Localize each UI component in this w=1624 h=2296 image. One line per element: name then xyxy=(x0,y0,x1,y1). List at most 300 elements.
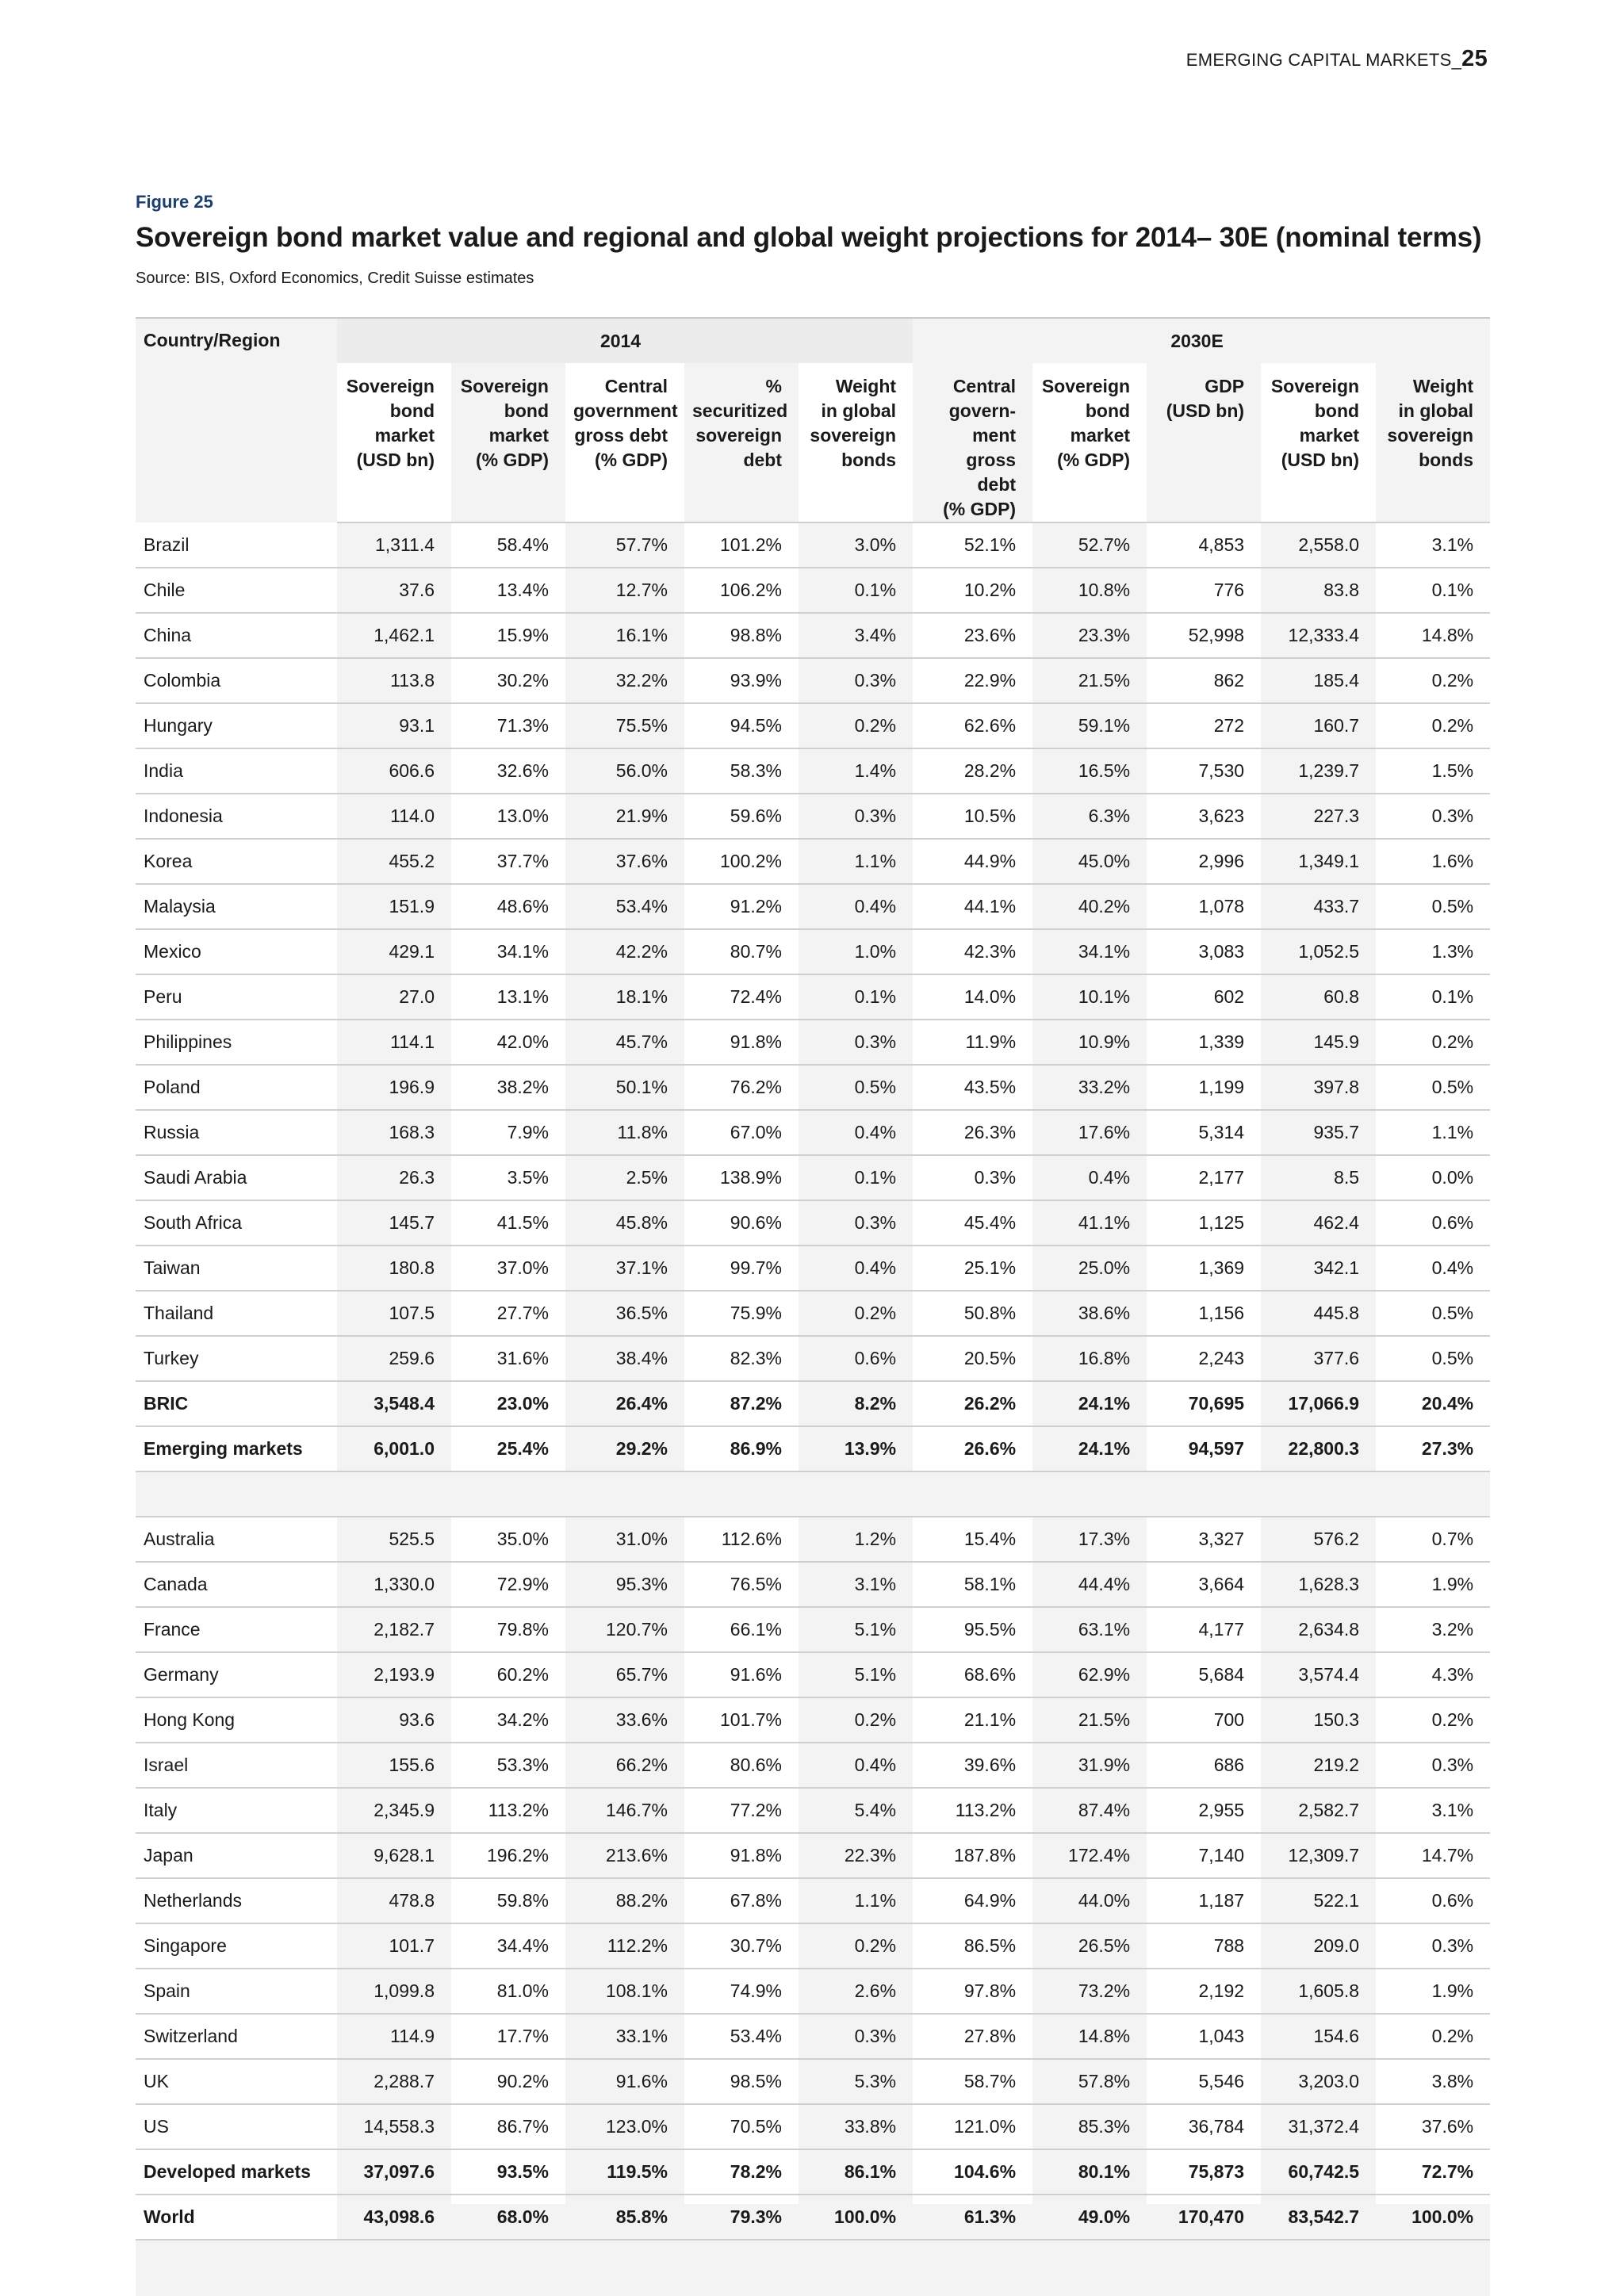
table-cell: 5,684 xyxy=(1147,1652,1261,1697)
table-cell: 37,097.6 xyxy=(337,2149,451,2195)
table-cell: 3.4% xyxy=(799,613,913,658)
table-cell: 2,955 xyxy=(1147,1788,1261,1833)
table-cell: 53.4% xyxy=(684,2014,799,2059)
table-cell: 2,177 xyxy=(1147,1155,1261,1200)
table-cell: 2,558.0 xyxy=(1261,522,1376,568)
table-cell: 185.4 xyxy=(1261,658,1376,703)
table-cell: 20.5% xyxy=(913,1336,1032,1381)
row-label: Spain xyxy=(136,1969,337,2014)
row-label: Germany xyxy=(136,1652,337,1697)
table-cell: 1.9% xyxy=(1376,1562,1490,1607)
table-cell: 33.2% xyxy=(1032,1065,1147,1110)
row-label: Mexico xyxy=(136,929,337,974)
table-cell: 60.2% xyxy=(451,1652,565,1697)
table-cell: 0.4% xyxy=(799,1743,913,1788)
table-cell: 1.6% xyxy=(1376,839,1490,884)
column-header-5 xyxy=(799,363,913,522)
column-header-line: bond xyxy=(1085,400,1131,421)
table-cell: 187.8% xyxy=(913,1833,1032,1878)
table-cell: 24.1% xyxy=(1032,1381,1147,1426)
sovereign-bond-table xyxy=(136,319,1490,2241)
column-header-4 xyxy=(684,363,799,522)
table-cell: 72.4% xyxy=(684,974,799,1020)
row-label: South Africa xyxy=(136,1200,337,1246)
row-label: BRIC xyxy=(136,1381,337,1426)
row-label: Switzerland xyxy=(136,2014,337,2059)
table-cell: 27.7% xyxy=(451,1291,565,1336)
table-cell: 4.3% xyxy=(1376,1652,1490,1697)
table-cell: 76.2% xyxy=(684,1065,799,1110)
table-cell: 79.3% xyxy=(684,2195,799,2240)
column-header-line: market xyxy=(488,425,549,446)
table-cell: 72.7% xyxy=(1376,2149,1490,2195)
row-label: Indonesia xyxy=(136,794,337,839)
table-row xyxy=(136,1562,1490,1607)
table-cell: 52.1% xyxy=(913,522,1032,568)
row-label: Japan xyxy=(136,1833,337,1878)
table-cell: 31.6% xyxy=(451,1336,565,1381)
table-cell: 34.1% xyxy=(1032,929,1147,974)
table-cell: 0.2% xyxy=(1376,1697,1490,1743)
table-cell: 22.3% xyxy=(799,1833,913,1878)
table-cell: 33.1% xyxy=(565,2014,684,2059)
table-row xyxy=(136,522,1490,568)
table-row xyxy=(136,1291,1490,1336)
table-row xyxy=(136,884,1490,929)
table-cell: 13.1% xyxy=(451,974,565,1020)
table-cell: 0.0% xyxy=(1376,1155,1490,1200)
table-cell: 776 xyxy=(1147,568,1261,613)
table-row xyxy=(136,2195,1490,2240)
table-cell: 1,349.1 xyxy=(1261,839,1376,884)
table-cell: 83,542.7 xyxy=(1261,2195,1376,2240)
table-cell: 525.5 xyxy=(337,1517,451,1562)
table-cell: 72.9% xyxy=(451,1562,565,1607)
table-cell: 100.0% xyxy=(799,2195,913,2240)
spacer-cell xyxy=(136,1471,1490,1517)
row-label: Israel xyxy=(136,1743,337,1788)
table-cell: 31.9% xyxy=(1032,1743,1147,1788)
table-cell: 462.4 xyxy=(1261,1200,1376,1246)
table-cell: 9,628.1 xyxy=(337,1833,451,1878)
table-cell: 52.7% xyxy=(1032,522,1147,568)
running-title: EMERGING CAPITAL MARKETS_ xyxy=(1185,50,1462,70)
table-cell: 25.4% xyxy=(451,1426,565,1471)
table-cell: 42.3% xyxy=(913,929,1032,974)
table-cell: 16.1% xyxy=(565,613,684,658)
table-cell: 35.0% xyxy=(451,1517,565,1562)
table-cell: 33.8% xyxy=(799,2104,913,2149)
column-header-9 xyxy=(1261,363,1376,522)
table-cell: 0.2% xyxy=(799,703,913,748)
table-cell: 34.1% xyxy=(451,929,565,974)
table-cell: 44.0% xyxy=(1032,1878,1147,1923)
table-cell: 77.2% xyxy=(684,1788,799,1833)
table-row xyxy=(136,1381,1490,1426)
table-row xyxy=(136,1878,1490,1923)
table-row xyxy=(136,1788,1490,1833)
table-cell: 22,800.3 xyxy=(1261,1426,1376,1471)
table-cell: 30.2% xyxy=(451,658,565,703)
table-cell: 82.3% xyxy=(684,1336,799,1381)
table-cell: 397.8 xyxy=(1261,1065,1376,1110)
running-header xyxy=(1186,46,1488,72)
table-cell: 86.7% xyxy=(451,2104,565,2149)
table-cell: 0.2% xyxy=(1376,1020,1490,1065)
table-cell: 7,530 xyxy=(1147,748,1261,794)
table-cell: 1,239.7 xyxy=(1261,748,1376,794)
column-header-1 xyxy=(337,363,451,522)
table-cell: 14,558.3 xyxy=(337,2104,451,2149)
table-cell: 0.3% xyxy=(799,2014,913,2059)
table-cell: 14.7% xyxy=(1376,1833,1490,1878)
table-cell: 98.5% xyxy=(684,2059,799,2104)
table-cell: 113.8 xyxy=(337,658,451,703)
table-cell: 5.3% xyxy=(799,2059,913,2104)
table-cell: 32.2% xyxy=(565,658,684,703)
row-label: Russia xyxy=(136,1110,337,1155)
table-cell: 43.5% xyxy=(913,1065,1032,1110)
column-header-line: (% GDP) xyxy=(1057,450,1131,470)
table-cell: 24.1% xyxy=(1032,1426,1147,1471)
table-cell: 0.3% xyxy=(1376,794,1490,839)
table-cell: 63.1% xyxy=(1032,1607,1147,1652)
table-cell: 219.2 xyxy=(1261,1743,1376,1788)
table-cell: 22.9% xyxy=(913,658,1032,703)
table-cell: 1,043 xyxy=(1147,2014,1261,2059)
table-cell: 27.3% xyxy=(1376,1426,1490,1471)
table-cell: 64.9% xyxy=(913,1878,1032,1923)
table-cell: 18.1% xyxy=(565,974,684,1020)
table-cell: 21.5% xyxy=(1032,1697,1147,1743)
table-cell: 5,546 xyxy=(1147,2059,1261,2104)
table-cell: 44.9% xyxy=(913,839,1032,884)
table-cell: 91.8% xyxy=(684,1020,799,1065)
table-cell: 3.5% xyxy=(451,1155,565,1200)
table-cell: 85.3% xyxy=(1032,2104,1147,2149)
table-row xyxy=(136,1336,1490,1381)
column-header-line: sovereign xyxy=(695,425,782,446)
table-cell: 3,327 xyxy=(1147,1517,1261,1562)
table-cell: 60.8 xyxy=(1261,974,1376,1020)
table-cell: 0.1% xyxy=(799,1155,913,1200)
table-cell: 61.3% xyxy=(913,2195,1032,2240)
column-header-line: Central xyxy=(604,376,668,396)
table-cell: 0.5% xyxy=(799,1065,913,1110)
table-cell: 151.9 xyxy=(337,884,451,929)
section-spacer xyxy=(136,1471,1490,1517)
table-cell: 17,066.9 xyxy=(1261,1381,1376,1426)
table-cell: 16.8% xyxy=(1032,1336,1147,1381)
table-row xyxy=(136,1697,1490,1743)
column-header-line: Sovereign xyxy=(346,376,435,396)
column-header-2 xyxy=(451,363,565,522)
table-cell: 123.0% xyxy=(565,2104,684,2149)
table-cell: 67.8% xyxy=(684,1878,799,1923)
table-cell: 2,192 xyxy=(1147,1969,1261,2014)
table-cell: 10.8% xyxy=(1032,568,1147,613)
table-cell: 145.9 xyxy=(1261,1020,1376,1065)
table-cell: 0.2% xyxy=(799,1291,913,1336)
table-cell: 1.1% xyxy=(799,1878,913,1923)
table-cell: 104.6% xyxy=(913,2149,1032,2195)
table-cell: 91.2% xyxy=(684,884,799,929)
table-cell: 56.0% xyxy=(565,748,684,794)
row-label: France xyxy=(136,1607,337,1652)
table-cell: 0.1% xyxy=(1376,568,1490,613)
table-cell: 0.3% xyxy=(799,1020,913,1065)
table-cell: 1,605.8 xyxy=(1261,1969,1376,2014)
table-cell: 52,998 xyxy=(1147,613,1261,658)
column-header-line: (% GDP) xyxy=(943,499,1017,519)
table-cell: 3.8% xyxy=(1376,2059,1490,2104)
column-header-line: bond xyxy=(504,400,549,421)
table-cell: 0.6% xyxy=(799,1336,913,1381)
table-cell: 478.8 xyxy=(337,1878,451,1923)
table-cell: 83.8 xyxy=(1261,568,1376,613)
table-cell: 87.4% xyxy=(1032,1788,1147,1833)
table-cell: 79.8% xyxy=(451,1607,565,1652)
table-cell: 0.5% xyxy=(1376,884,1490,929)
table-cell: 168.3 xyxy=(337,1110,451,1155)
row-label: Taiwan xyxy=(136,1246,337,1291)
column-header-line: sovereign xyxy=(810,425,897,446)
table-cell: 196.2% xyxy=(451,1833,565,1878)
table-cell: 98.8% xyxy=(684,613,799,658)
table-cell: 88.2% xyxy=(565,1878,684,1923)
table-cell: 59.8% xyxy=(451,1878,565,1923)
table-cell: 172.4% xyxy=(1032,1833,1147,1878)
table-cell: 101.7% xyxy=(684,1697,799,1743)
table-row xyxy=(136,658,1490,703)
table-cell: 37.1% xyxy=(565,1246,684,1291)
row-label: China xyxy=(136,613,337,658)
table-cell: 25.1% xyxy=(913,1246,1032,1291)
table-row xyxy=(136,1110,1490,1155)
table-row xyxy=(136,2149,1490,2195)
table-cell: 112.2% xyxy=(565,1923,684,1969)
table-cell: 121.0% xyxy=(913,2104,1032,2149)
emerging-markets-rows xyxy=(136,522,1490,1471)
table-cell: 80.1% xyxy=(1032,2149,1147,2195)
table-row xyxy=(136,2014,1490,2059)
table-cell: 43,098.6 xyxy=(337,2195,451,2240)
table-cell: 26.3 xyxy=(337,1155,451,1200)
table-cell: 0.3% xyxy=(799,794,913,839)
table-cell: 0.4% xyxy=(1032,1155,1147,1200)
table-cell: 80.6% xyxy=(684,1743,799,1788)
column-header-10 xyxy=(1376,363,1490,522)
table-cell: 602 xyxy=(1147,974,1261,1020)
table-cell: 3,548.4 xyxy=(337,1381,451,1426)
table-cell: 3,574.4 xyxy=(1261,1652,1376,1697)
table-cell: 8.2% xyxy=(799,1381,913,1426)
table-cell: 44.1% xyxy=(913,884,1032,929)
table-cell: 209.0 xyxy=(1261,1923,1376,1969)
row-label: Colombia xyxy=(136,658,337,703)
table-cell: 0.1% xyxy=(799,974,913,1020)
table-cell: 1,628.3 xyxy=(1261,1562,1376,1607)
table-cell: 3.1% xyxy=(1376,1788,1490,1833)
table-cell: 180.8 xyxy=(337,1246,451,1291)
table-cell: 100.0% xyxy=(1376,2195,1490,2240)
column-header-line: market xyxy=(1070,425,1131,446)
table-row xyxy=(136,1833,1490,1878)
table-cell: 3.1% xyxy=(1376,522,1490,568)
table-cell: 41.1% xyxy=(1032,1200,1147,1246)
table-cell: 170,470 xyxy=(1147,2195,1261,2240)
table-cell: 2,345.9 xyxy=(337,1788,451,1833)
table-cell: 42.2% xyxy=(565,929,684,974)
table-cell: 26.5% xyxy=(1032,1923,1147,1969)
table-cell: 58.7% xyxy=(913,2059,1032,2104)
table-cell: 6,001.0 xyxy=(337,1426,451,1471)
table-row xyxy=(136,974,1490,1020)
table-cell: 3,623 xyxy=(1147,794,1261,839)
table-cell: 160.7 xyxy=(1261,703,1376,748)
table-cell: 76.5% xyxy=(684,1562,799,1607)
table-cell: 10.1% xyxy=(1032,974,1147,1020)
table-row xyxy=(136,1020,1490,1065)
table-cell: 65.7% xyxy=(565,1652,684,1697)
table-cell: 108.1% xyxy=(565,1969,684,2014)
table-cell: 10.5% xyxy=(913,794,1032,839)
row-label: India xyxy=(136,748,337,794)
table-cell: 50.1% xyxy=(565,1065,684,1110)
table-cell: 59.1% xyxy=(1032,703,1147,748)
row-label: Poland xyxy=(136,1065,337,1110)
table-cell: 120.7% xyxy=(565,1607,684,1652)
table-cell: 272 xyxy=(1147,703,1261,748)
table-cell: 1,462.1 xyxy=(337,613,451,658)
table-cell: 86.5% xyxy=(913,1923,1032,1969)
table-cell: 0.5% xyxy=(1376,1336,1490,1381)
table-cell: 455.2 xyxy=(337,839,451,884)
table-cell: 0.2% xyxy=(799,1697,913,1743)
table-cell: 99.7% xyxy=(684,1246,799,1291)
table-cell: 26.3% xyxy=(913,1110,1032,1155)
table-cell: 17.7% xyxy=(451,2014,565,2059)
table-cell: 0.5% xyxy=(1376,1291,1490,1336)
table-cell: 3,203.0 xyxy=(1261,2059,1376,2104)
table-cell: 686 xyxy=(1147,1743,1261,1788)
column-header-line: GDP xyxy=(1205,376,1245,396)
column-header-3 xyxy=(565,363,684,522)
table-cell: 26.2% xyxy=(913,1381,1032,1426)
table-cell: 93.6 xyxy=(337,1697,451,1743)
table-cell: 14.8% xyxy=(1032,2014,1147,2059)
table-row xyxy=(136,1607,1490,1652)
page-number: 25 xyxy=(1461,46,1488,71)
table-cell: 16.5% xyxy=(1032,748,1147,794)
table-cell: 6.3% xyxy=(1032,794,1147,839)
table-cell: 196.9 xyxy=(337,1065,451,1110)
table-cell: 10.2% xyxy=(913,568,1032,613)
table-cell: 107.5 xyxy=(337,1291,451,1336)
table-cell: 58.1% xyxy=(913,1562,1032,1607)
table-cell: 5.1% xyxy=(799,1607,913,1652)
table-cell: 70,695 xyxy=(1147,1381,1261,1426)
table-cell: 522.1 xyxy=(1261,1878,1376,1923)
row-label: Hong Kong xyxy=(136,1697,337,1743)
table-cell: 45.0% xyxy=(1032,839,1147,884)
table-cell: 11.8% xyxy=(565,1110,684,1155)
column-header-line: Central xyxy=(952,376,1017,396)
table-cell: 0.3% xyxy=(913,1155,1032,1200)
row-label: Korea xyxy=(136,839,337,884)
table-cell: 38.2% xyxy=(451,1065,565,1110)
table-cell: 93.9% xyxy=(684,658,799,703)
table-cell: 23.6% xyxy=(913,613,1032,658)
table-cell: 1.2% xyxy=(799,1517,913,1562)
table-cell: 113.2% xyxy=(913,1788,1032,1833)
table-cell: 80.7% xyxy=(684,929,799,974)
table-cell: 114.9 xyxy=(337,2014,451,2059)
column-header-line: gross debt xyxy=(574,425,668,446)
table-cell: 37.7% xyxy=(451,839,565,884)
row-label: Netherlands xyxy=(136,1878,337,1923)
table-cell: 37.6 xyxy=(337,568,451,613)
table-cell: 2,634.8 xyxy=(1261,1607,1376,1652)
table-cell: 91.8% xyxy=(684,1833,799,1878)
table-cell: 2,193.9 xyxy=(337,1652,451,1697)
table-cell: 1,052.5 xyxy=(1261,929,1376,974)
table-cell: 1,369 xyxy=(1147,1246,1261,1291)
table-cell: 112.6% xyxy=(684,1517,799,1562)
row-label: Turkey xyxy=(136,1336,337,1381)
table-cell: 32.6% xyxy=(451,748,565,794)
table-cell: 14.0% xyxy=(913,974,1032,1020)
table-cell: 21.5% xyxy=(1032,658,1147,703)
table-cell: 114.0 xyxy=(337,794,451,839)
table-cell: 1,199 xyxy=(1147,1065,1261,1110)
row-label: Emerging markets xyxy=(136,1426,337,1471)
table-cell: 59.6% xyxy=(684,794,799,839)
table-cell: 14.8% xyxy=(1376,613,1490,658)
table-cell: 1.9% xyxy=(1376,1969,1490,2014)
table-cell: 93.5% xyxy=(451,2149,565,2195)
table-cell: 57.8% xyxy=(1032,2059,1147,2104)
table-cell: 37.6% xyxy=(1376,2104,1490,2149)
table-row xyxy=(136,1923,1490,1969)
table-cell: 100.2% xyxy=(684,839,799,884)
table-cell: 1,156 xyxy=(1147,1291,1261,1336)
table-row xyxy=(136,1065,1490,1110)
table-cell: 26.6% xyxy=(913,1426,1032,1471)
column-header-line: govern- xyxy=(948,400,1017,421)
table-cell: 113.2% xyxy=(451,1788,565,1833)
table-cell: 0.3% xyxy=(799,1200,913,1246)
table-cell: 1,330.0 xyxy=(337,1562,451,1607)
table-cell: 75.9% xyxy=(684,1291,799,1336)
table-cell: 36.5% xyxy=(565,1291,684,1336)
table-cell: 86.1% xyxy=(799,2149,913,2195)
table-cell: 106.2% xyxy=(684,568,799,613)
column-header-line: market xyxy=(1299,425,1360,446)
table-cell: 155.6 xyxy=(337,1743,451,1788)
table-cell: 45.8% xyxy=(565,1200,684,1246)
table-cell: 3.0% xyxy=(799,522,913,568)
table-cell: 114.1 xyxy=(337,1020,451,1065)
row-label: Chile xyxy=(136,568,337,613)
figure-source: Source: BIS, Oxford Economics, Credit Suisse estimates xyxy=(136,270,534,287)
table-row xyxy=(136,2104,1490,2149)
column-header-line: debt xyxy=(977,474,1017,495)
table-cell: 17.6% xyxy=(1032,1110,1147,1155)
column-header-line: sovereign xyxy=(1387,425,1474,446)
table-cell: 34.2% xyxy=(451,1697,565,1743)
table-cell: 13.4% xyxy=(451,568,565,613)
